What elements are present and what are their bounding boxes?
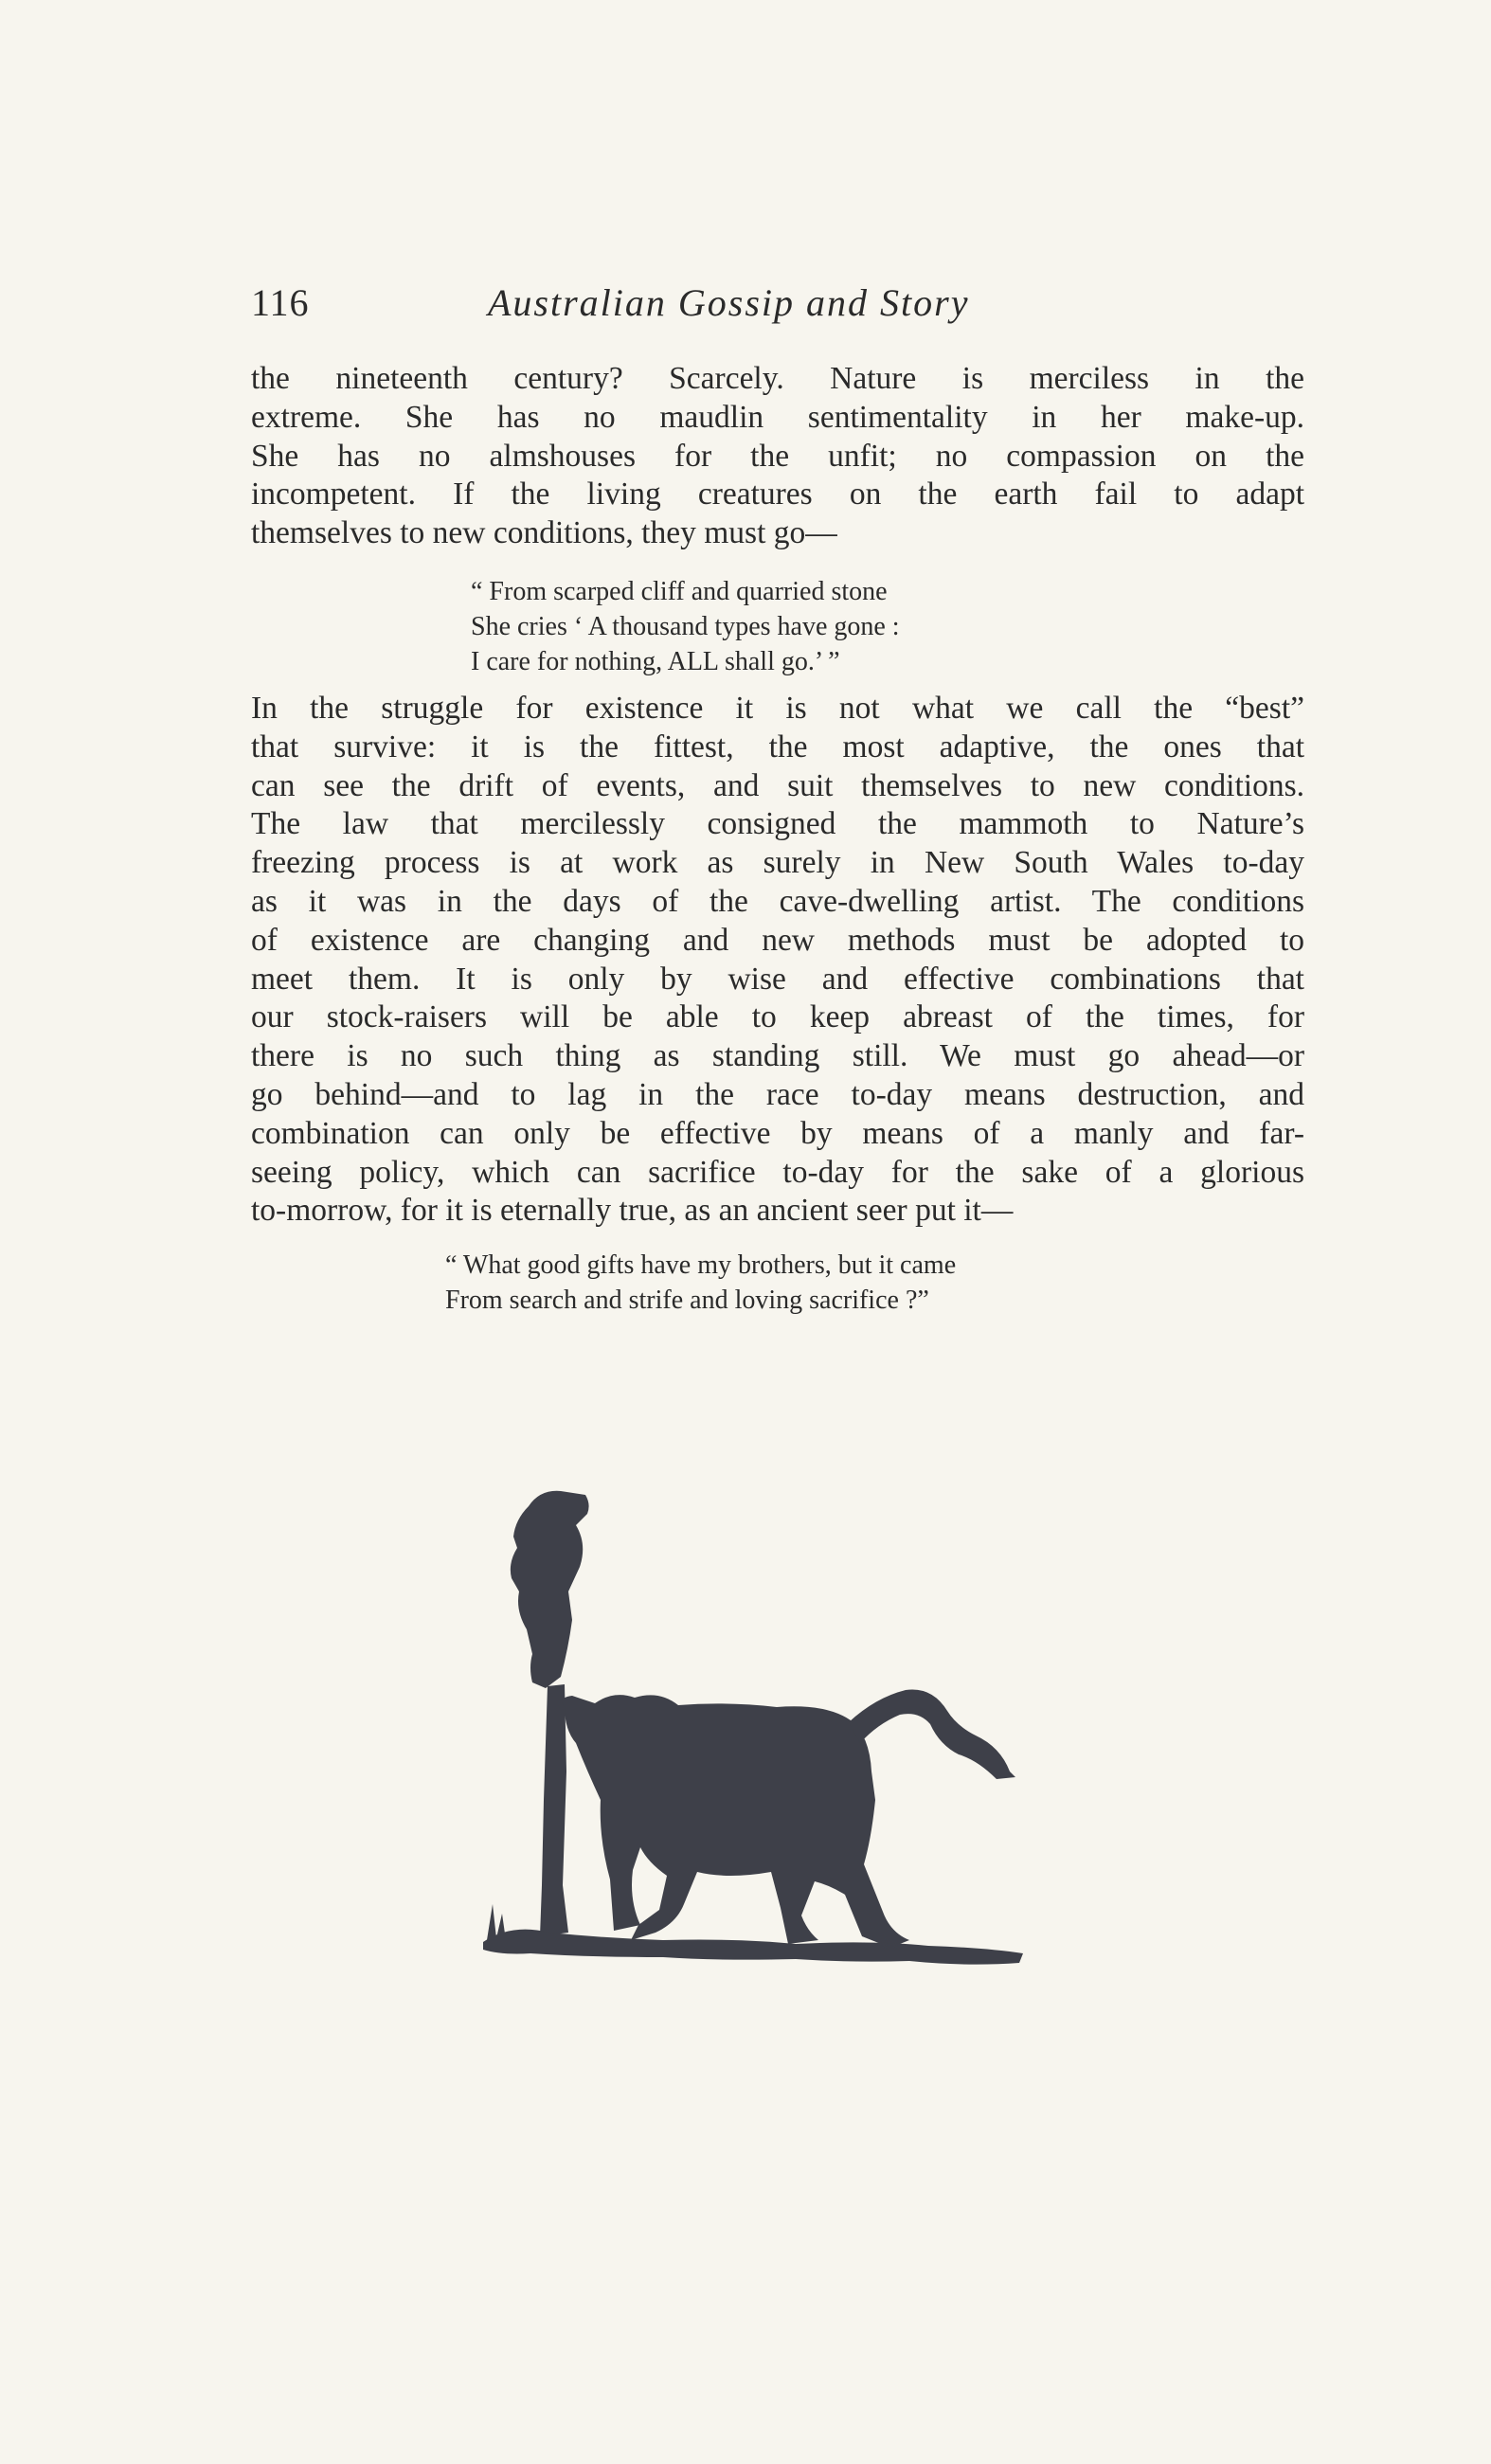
text-line: incompetent. If the living creatures on the earth fail to adapt bbox=[251, 477, 1304, 513]
paragraph-2 bbox=[251, 690, 1304, 1231]
verse-line: “ From scarped cliff and quarried stone bbox=[471, 577, 888, 606]
page-number: 116 bbox=[251, 281, 310, 324]
ground-grass bbox=[483, 1930, 1023, 1965]
paragraph-1 bbox=[251, 360, 1304, 553]
man-figure bbox=[511, 1491, 589, 1688]
text-line: combination can only be effective by means of a manly and far- bbox=[251, 1115, 1304, 1151]
verse-line: She cries ‘ A thousand types have gone : bbox=[471, 612, 900, 641]
running-title: Australian Gossip and Story bbox=[488, 281, 970, 324]
text-line: themselves to new conditions, they must go— bbox=[251, 515, 837, 551]
tree-trunk bbox=[540, 1684, 568, 1936]
verse-quotation-1 bbox=[471, 574, 900, 679]
text-line: the nineteenth century? Scarcely. Nature is merciless in the bbox=[251, 361, 1304, 396]
text-line: freezing process is at work as surely in New South Wales to-day bbox=[251, 845, 1304, 881]
bull-tail bbox=[849, 1689, 1015, 1779]
text-line: of existence are changing and new methods must be adopted to bbox=[251, 922, 1304, 958]
verse-line: I care for nothing, ALL shall go.’ ” bbox=[471, 647, 840, 676]
text-line: go behind—and to lag in the race to-day means destruction, and bbox=[251, 1076, 1304, 1112]
text-line: as it was in the days of the cave-dwelling artist. The conditions bbox=[251, 883, 1304, 919]
page-header bbox=[251, 280, 1302, 333]
verse-quotation-2 bbox=[445, 1248, 956, 1318]
silhouette-ink bbox=[483, 1491, 1023, 1965]
text-line: that survive: it is the fittest, the most adaptive, the ones that bbox=[251, 728, 1304, 764]
text-line: to-morrow, for it is eternally true, as an ancient seer put it— bbox=[251, 1193, 1014, 1229]
text-line: The law that mercilessly consigned the mammoth to Nature’s bbox=[251, 806, 1304, 842]
text-line: there is no such thing as standing still. We must go ahead—or bbox=[251, 1038, 1304, 1074]
verse-line: “ What good gifts have my brothers, but it came bbox=[445, 1250, 957, 1280]
text-line: our stock-raisers will be able to keep abreast of the times, for bbox=[251, 999, 1304, 1035]
text-line: She has no almshouses for the unfit; no compassion on the bbox=[251, 438, 1304, 474]
text-line: meet them. It is only by wise and effective combinations that bbox=[251, 961, 1304, 997]
verse-line: From search and strife and loving sacrifice ?” bbox=[445, 1286, 929, 1315]
text-line: can see the drift of events, and suit themselves to new conditions. bbox=[251, 767, 1304, 803]
grass-tuft bbox=[487, 1904, 506, 1940]
text-line: extreme. She has no maudlin sentimentality in her make-up. bbox=[251, 399, 1304, 435]
bull-and-man-silhouette-illustration bbox=[474, 1487, 1080, 1999]
text-line: In the struggle for existence it is not what we call the “best” bbox=[251, 691, 1304, 726]
text-line: seeing policy, which can sacrifice to-day for the sake of a glorious bbox=[251, 1154, 1304, 1190]
